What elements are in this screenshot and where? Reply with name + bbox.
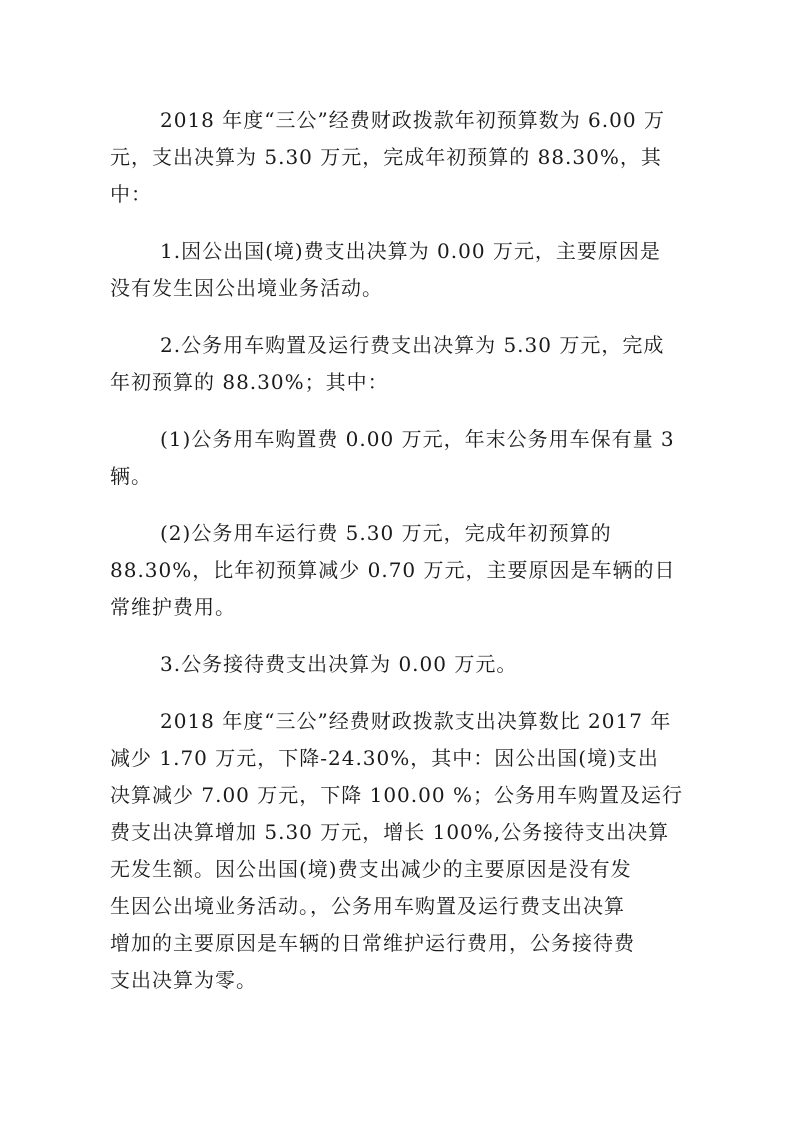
text-line: 2018 年度“三公”经费财政拨款年初预算数为 6.00 万 xyxy=(160,108,665,132)
text-line: (1)公务用车购置费 0.00 万元，年末公务用车保有量 3 xyxy=(160,427,675,451)
text-line: 减少 1.70 万元，下降-24.30%，其中：因公出国(境)支出 xyxy=(110,746,659,770)
paragraph-year-comparison xyxy=(110,703,690,999)
text-line: (2)公务用车运行费 5.30 万元，完成年初预算的 xyxy=(160,521,612,545)
text-line: 年初预算的 88.30%；其中： xyxy=(110,370,389,394)
text-line: 88.30%，比年初预算减少 0.70 万元，主要原因是车辆的日 xyxy=(110,558,676,582)
paragraph-vehicle-purchase xyxy=(110,421,690,495)
paragraph-vehicle-operation xyxy=(110,515,690,626)
text-line: 1.因公出国(境)费支出决算为 0.00 万元，主要原因是 xyxy=(160,239,661,263)
paragraph-vehicle-expenses xyxy=(110,327,690,401)
text-line: 决算减少 7.00 万元，下降 100.00 %；公务用车购置及运行 xyxy=(110,783,683,807)
text-line: 无发生额。因公出国(境)费支出减少的主要原因是没有发 xyxy=(110,857,632,881)
paragraph-overseas-travel xyxy=(110,233,690,307)
text-line: 费支出决算增加 5.30 万元，增长 100%,公务接待支出决算 xyxy=(110,820,670,844)
text-line: 辆。 xyxy=(110,464,152,488)
text-line: 3.公务接待费支出决算为 0.00 万元。 xyxy=(160,652,518,676)
paragraph-budget-summary xyxy=(110,102,690,213)
text-line: 增加的主要原因是车辆的日常维护运行费用，公务接待费 xyxy=(110,931,635,955)
text-line: 支出决算为零。 xyxy=(110,968,257,992)
text-line: 元，支出决算为 5.30 万元，完成年初预算的 88.30%，其 xyxy=(110,145,662,169)
document-body xyxy=(110,102,690,1019)
text-line: 2.公务用车购置及运行费支出决算为 5.30 万元，完成 xyxy=(160,333,665,357)
text-line: 2018 年度“三公”经费财政拨款支出决算数比 2017 年 xyxy=(160,709,672,733)
text-line: 常维护费用。 xyxy=(110,595,236,619)
paragraph-reception-expenses xyxy=(110,646,690,683)
text-line: 中： xyxy=(110,182,152,206)
text-line: 没有发生因公出境业务活动。 xyxy=(110,276,383,300)
text-line: 生因公出境业务活动。，公务用车购置及运行费支出决算 xyxy=(110,894,625,918)
